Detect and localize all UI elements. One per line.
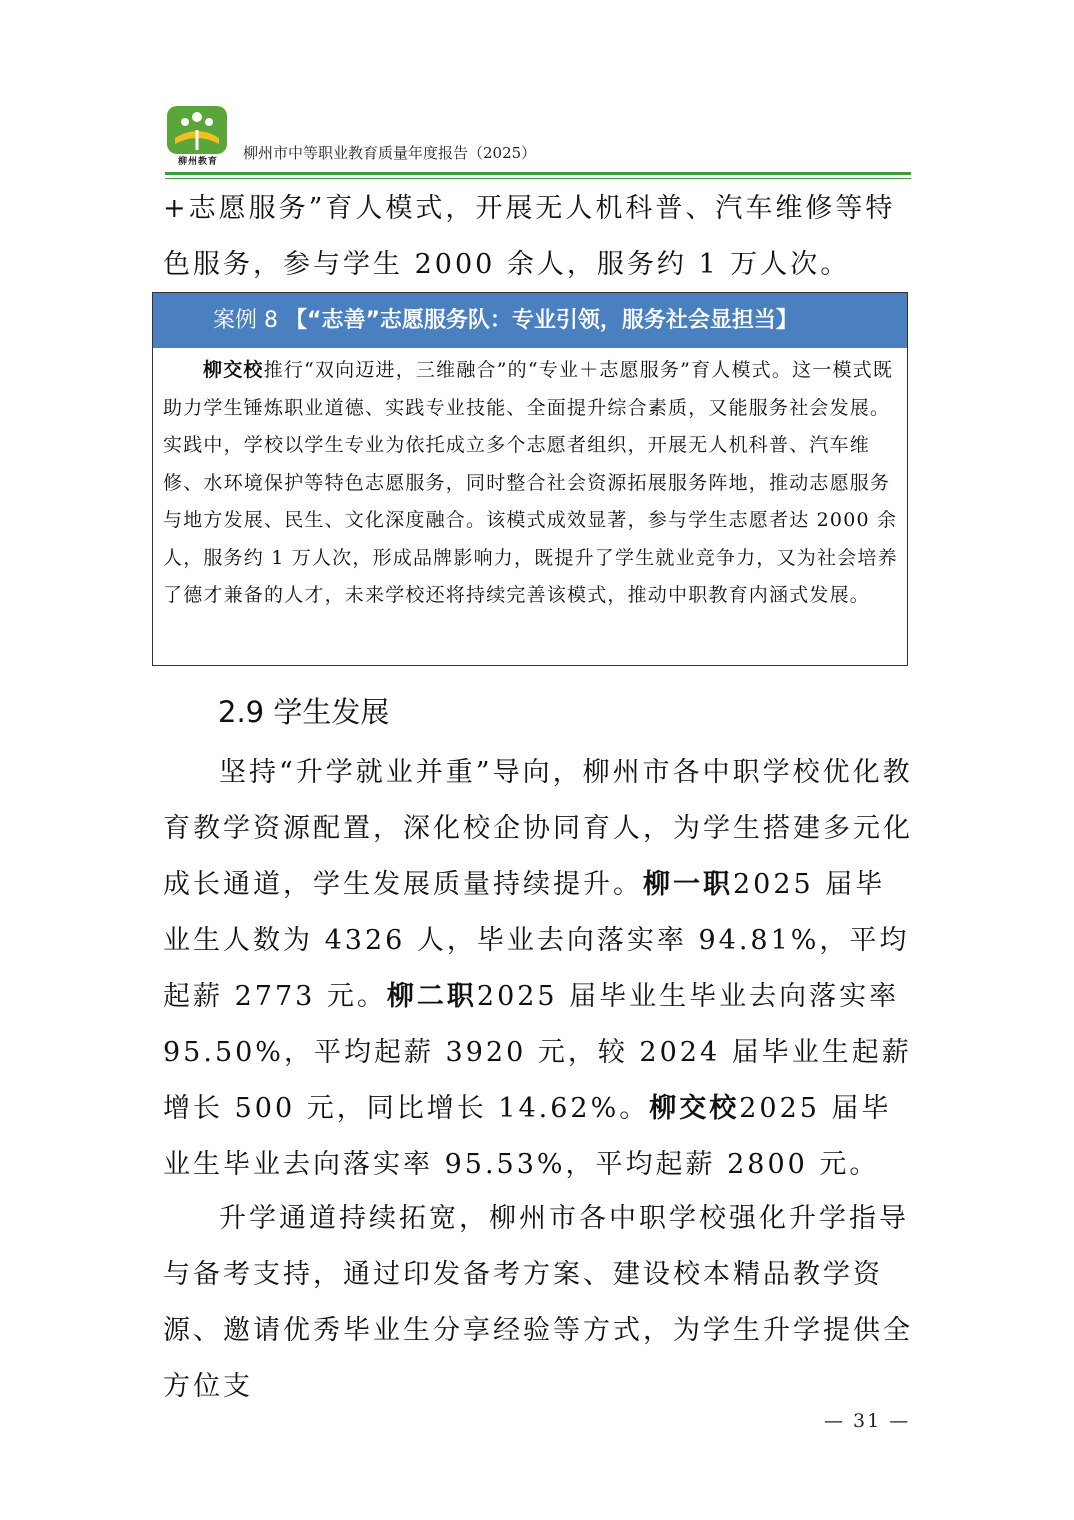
case-label: 案例 8 (213, 308, 278, 333)
liuzhou-education-logo (165, 104, 229, 168)
section-title: 2.9 学生发展 (218, 695, 390, 729)
p1-text-c: 2025 届毕业生毕业去向落实率 95.50%，平均起薪 3920 元，较 2024 届毕业生起薪增长 500 元，同比增长 14.62%。 (163, 981, 912, 1124)
case-body-text: 推行“双向迈进，三维融合”的“专业＋志愿服务”育人模式。这一模式既助力学生锤炼职业道德、实践专业技能、全面提升综合素质，又能服务社会发展。实践中，学校以学生专业为依托成立多个志愿者组织，开展无人机科普、汽车维修、水环境保护等特色志愿服务，同时整合社会资源拓展服务阵地，推动志愿服务与地方发展、民生、文化深度融合。该模式成效显著，参与学生志愿者达 2000 余人，服务约 1 万人次，形成品牌影响力，既提升了学生就业竞争力，又为社会培养了德才兼备的人才，未来学校还将持续完善该模式，推动中职教育内涵式发展。 (163, 359, 898, 606)
school-name-2: 柳二职 (386, 981, 477, 1012)
school-name-1: 柳一职 (643, 869, 733, 900)
logo-caption: 柳州教育 (177, 157, 218, 167)
case-body (153, 348, 907, 615)
case-lead-school: 柳交校 (203, 359, 264, 381)
section-paragraph-2: 升学通道持续拓宽，柳州市各中职学校强化升学指导与备考支持，通过印发备考方案、建设校本精品教学资源、邀请优秀毕业生分享经验等方式，为学生升学提供全方位支 (163, 1203, 913, 1402)
p1-text-b: 2025 届毕业生人数为 4326 人，毕业去向落实率 94.81%，平均起薪 2773 元。 (163, 869, 910, 1012)
case-title: 【“志善”志愿服务队：专业引领，服务社会显担当】 (285, 308, 798, 333)
section-paragraph-1 (163, 745, 913, 1193)
page-header (165, 100, 911, 176)
header-rule-thin (165, 178, 911, 179)
intro-paragraph: +志愿服务”育人模式，开展无人机科普、汽车维修等特色服务，参与学生 2000 余人，服务约 1 万人次。 (163, 193, 896, 280)
p1-text-d: 2025 届毕业生毕业去向落实率 95.53%，平均起薪 2800 元。 (163, 1093, 892, 1180)
header-rule-thick (165, 172, 911, 175)
report-title: 柳州市中等职业教育质量年度报告（2025） (243, 144, 537, 162)
page-number: — 31 — (824, 1410, 911, 1432)
p1-text-a: 坚持“升学就业并重”导向，柳州市各中职学校优化教育教学资源配置，深化校企协同育人，为学生搭建多元化成长通道，学生发展质量持续提升。 (163, 757, 913, 900)
school-name-3: 柳交校 (649, 1093, 740, 1124)
case-box (152, 292, 908, 666)
case-header (153, 293, 907, 348)
